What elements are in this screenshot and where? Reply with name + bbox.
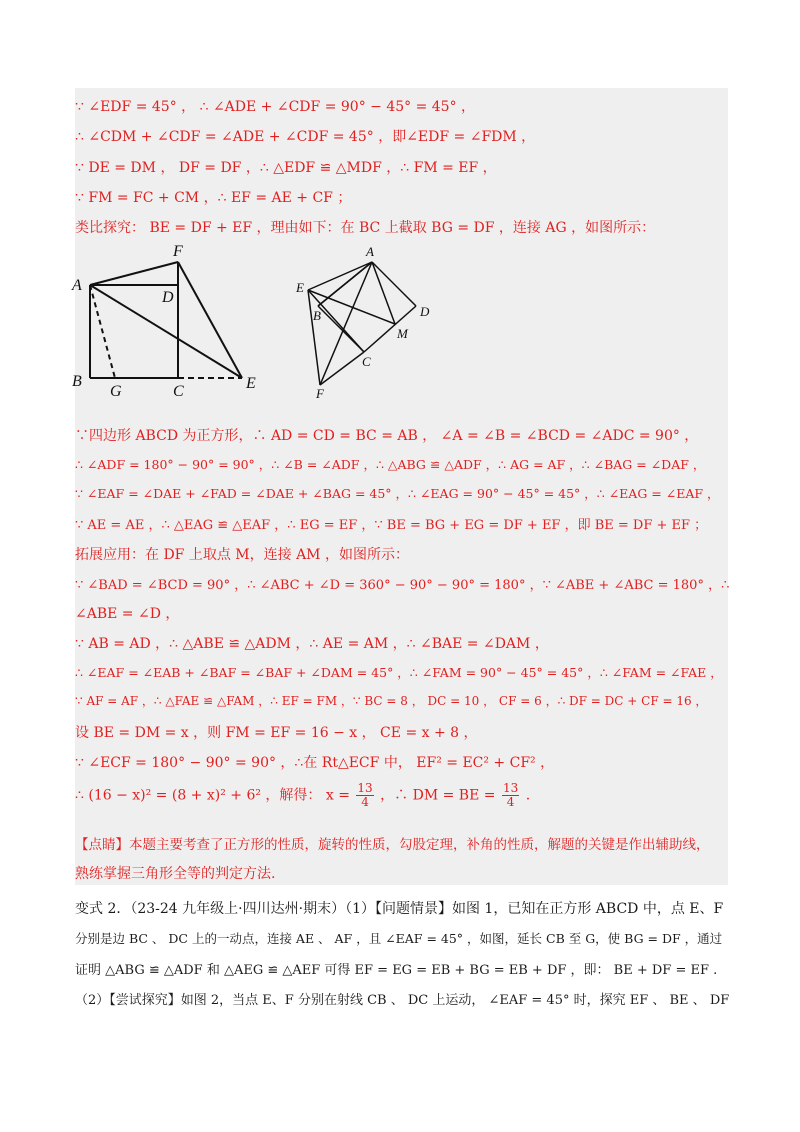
fig1-FE <box>178 262 242 378</box>
solution-line-3: ∵ DE = DM ， DF = DF ，∴ △EDF ≌ △MDF ，∴ FM = EF ， <box>75 160 497 176</box>
fig2-EM <box>308 290 395 324</box>
fraction-x-denominator: 4 <box>361 795 369 809</box>
fig2-BA-overlap <box>318 262 372 306</box>
figures-svg <box>70 240 450 400</box>
solution-line-15: ∵ AF = AF ，∴ △FAE ≌ △FAM ，∴ EF = FM ，∵ BC = 8 ， DC = 10 ， CF = 6 ，∴ DF = DC + CF = 16 ， <box>75 694 708 708</box>
fraction-x <box>356 782 373 809</box>
fraction-dm-numerator: 13 <box>502 781 519 795</box>
solution-line-6: ∵四边形 ABCD 为正方形，∴ AD = CD = BC = AB ， ∠A = ∠B = ∠BCD = ∠ADC = 90° ， <box>75 428 699 444</box>
fraction-dm-denominator: 4 <box>506 795 515 809</box>
fig2-label-M: M <box>397 326 408 341</box>
comment-line-2: 熟练掌握三角形全等的判定方法. <box>75 866 276 882</box>
solution-line-17: ∵ ∠ECF = 180° − 90° = 90° ，∴在 Rt△ECF 中， EF² = EC² + CF² ， <box>75 755 555 771</box>
fig1-label-E: E <box>246 375 256 392</box>
fig2-AD <box>372 262 416 306</box>
fraction-dm <box>502 782 519 809</box>
solution-line-16: 设 BE = DM = x ，则 FM = EF = 16 − x ， CE = x + 8 ， <box>75 725 478 741</box>
fig1-label-F: F <box>173 243 183 260</box>
solution-equation-line <box>75 782 530 809</box>
fig2-AM <box>372 262 395 324</box>
figure-1 <box>90 262 242 378</box>
solution-line-9: ∵ AE = AE ，∴ △EAG ≌ △EAF ，∴ EG = EF ，∵ BE = BG + EG = DF + EF ，即 BE = DF + EF ； <box>75 518 708 533</box>
fig2-EF <box>308 290 320 385</box>
fig1-label-D: D <box>162 289 174 306</box>
fig2-label-D: D <box>420 304 430 319</box>
fig2-label-F: F <box>316 386 324 401</box>
fig1-label-C: C <box>173 383 184 400</box>
fig1-label-B: B <box>72 373 82 390</box>
equation-end: . <box>525 787 531 804</box>
solution-line-8: ∵ ∠EAF = ∠DAE + ∠FAD = ∠DAE + ∠BAG = 45° ，∴ ∠EAG = 90° − 45° = 45° ，∴ ∠EAG = ∠EAF ， <box>75 486 720 501</box>
solution-line-2: ∴ ∠CDM + ∠CDF = ∠ADE + ∠CDF = 45° ，即∠EDF = ∠FDM ， <box>75 129 536 145</box>
fig1-label-A: A <box>72 277 82 294</box>
problem-line-1: 变式 2．（23-24 九年级上·四川达州·期末）（1）【问题情景】如图 1，已知在正方形 ABCD 中，点 E、F <box>75 901 724 917</box>
equation-prefix: ∴ (16 − x)² = (8 + x)² + 6² ，解得： x = <box>75 787 350 804</box>
problem-line-2: 分别是边 BC 、 DC 上的一动点，连接 AE 、 AF ，且 ∠EAF = 45° ，如图，延长 CB 至 G，使 BG = DF ，通过 <box>75 931 723 946</box>
fig2-label-B: B <box>313 308 321 323</box>
solution-line-11: ∵ ∠BAD = ∠BCD = 90° ，∴ ∠ABC + ∠D = 360° − 90° − 90° = 180° ，∵ ∠ABE + ∠ABC = 180° ，∴ <box>75 578 730 593</box>
equation-mid: ，∴ DM = BE = <box>380 787 496 804</box>
solution-line-4: ∵ FM = FC + CM ，∴ EF = AE + CF ； <box>75 190 352 206</box>
geometry-figures <box>70 240 450 400</box>
fig1-label-G: G <box>110 383 122 400</box>
fig1-AF <box>90 262 178 285</box>
fig2-label-C: C <box>362 354 371 369</box>
problem-line-3: 证明 △ABG ≌ △ADF 和 △AEG ≌ △AEF 可得 EF = EG = EB + BG = EB + DF ，即： BE + DF = EF . <box>75 963 718 978</box>
solution-line-12: ∠ABE = ∠D ， <box>75 606 180 622</box>
solution-line-13: ∵ AB = AD ，∴ △ABE ≌ △ADM ，∴ AE = AM ，∴ ∠BAE = ∠DAM ， <box>75 636 549 652</box>
fig2-label-A: A <box>366 244 374 259</box>
solution-line-10: 拓展应用：在 DF 上取点 M，连接 AM ，如图所示： <box>75 547 409 563</box>
fig2-DC <box>364 306 416 352</box>
solution-line-1: ∵ ∠EDF = 45° ， ∴ ∠ADE + ∠CDF = 90° − 45° = 45° ， <box>75 99 476 115</box>
solution-line-14: ∴ ∠EAF = ∠EAB + ∠BAF = ∠BAF + ∠DAM = 45° ，∴ ∠FAM = 90° − 45° = 45° ，∴ ∠FAM = ∠FAE ， <box>75 665 723 680</box>
solution-line-7: ∴ ∠ADF = 180° − 90° = 90° ，∴ ∠B = ∠ADF ，∴ △ABG ≌ △ADF ，∴ AG = AF ，∴ ∠BAG = ∠DAF ， <box>75 457 706 472</box>
fig2-label-E: E <box>296 280 304 295</box>
comment-line-1: 【点睛】本题主要考查了正方形的性质，旋转的性质，勾股定理，补角的性质，解题的关键是作出辅助线， <box>75 837 710 853</box>
solution-line-5: 类比探究： BE = DF + EF ，理由如下：在 BC 上截取 BG = DF ，连接 AG ，如图所示： <box>75 220 656 236</box>
fraction-x-numerator: 13 <box>357 781 373 795</box>
problem-line-4: （2）【尝试探究】如图 2，当点 E、F 分别在射线 CB 、 DC 上运动， ∠EAF = 45° 时，探究 EF 、 BE 、 DF <box>75 993 730 1008</box>
